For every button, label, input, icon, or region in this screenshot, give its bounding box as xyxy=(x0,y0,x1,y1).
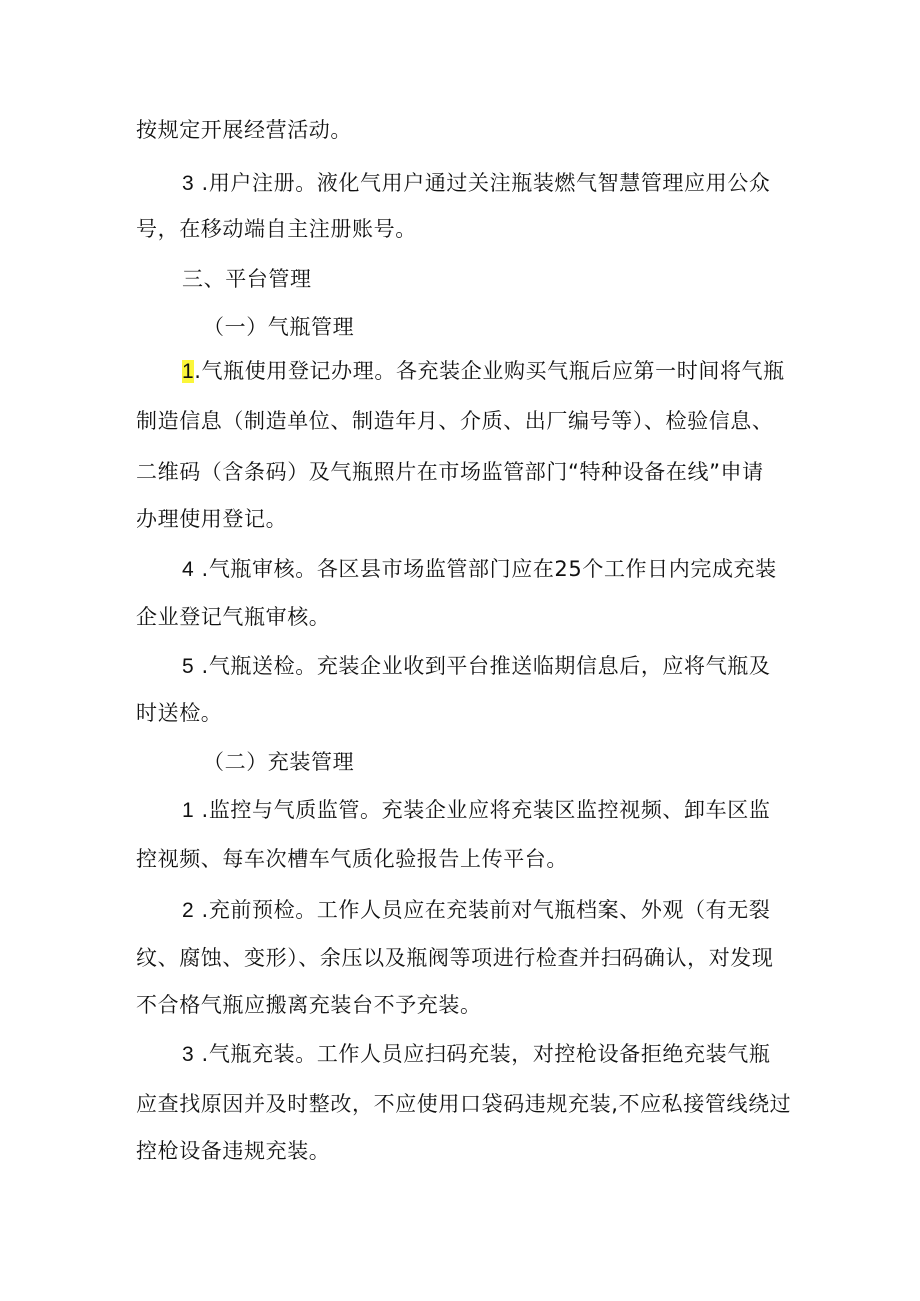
paragraph-line: 企业登记气瓶审核。 xyxy=(136,605,331,629)
paragraph-line: 控视频、每车次槽车气质化验报告上传平台。 xyxy=(136,847,568,871)
paragraph-line: 二维码（含条码）及气瓶照片在市场监管部门“特种设备在线”申请 xyxy=(136,460,764,484)
paragraph-line: 号，在移动端自主注册账号。 xyxy=(136,217,417,241)
subsection-heading: （一）气瓶管理 xyxy=(203,315,355,339)
paragraph-line: 纹、腐蚀、变形）、余压以及瓶阀等项进行检查并扫码确认，对发现 xyxy=(136,946,774,970)
paragraph-line: 5 .气瓶送检。充装企业收到平台推送临期信息后，应将气瓶及 xyxy=(182,654,771,678)
list-number: 1 xyxy=(182,799,195,822)
list-number: 2 xyxy=(182,899,195,922)
list-number: 3 xyxy=(182,172,195,195)
paragraph-line: 2 .充前预检。工作人员应在充装前对气瓶档案、外观（有无裂 xyxy=(182,898,771,922)
paragraph-line: 不合格气瓶应搬离充装台不予充装。 xyxy=(136,993,482,1017)
paragraph-line: 时送检。 xyxy=(136,701,223,725)
subsection-heading: （二）充装管理 xyxy=(203,750,355,774)
highlighted-number: 1 xyxy=(182,360,195,383)
list-number: 4 xyxy=(182,558,195,581)
paragraph-line: 办理使用登记。 xyxy=(136,507,288,531)
paragraph-line: 1.气瓶使用登记办理。各充装企业购买气瓶后应第一时间将气瓶 xyxy=(182,359,785,383)
paragraph-line: 3 .用户注册。液化气用户通过关注瓶装燃气智慧管理应用公众 xyxy=(182,171,771,195)
paragraph-line: 制造信息（制造单位、制造年月、介质、出厂编号等）、检验信息、 xyxy=(136,409,774,433)
paragraph-line: 3 .气瓶充装。工作人员应扫码充装，对控枪设备拒绝充装气瓶 xyxy=(182,1042,771,1066)
list-number: 5 xyxy=(182,655,195,678)
paragraph-line: 1 .监控与气质监管。充装企业应将充装区监控视频、卸车区监 xyxy=(182,798,771,822)
paragraph-line: 4 .气瓶审核。各区县市场监管部门应在25个工作日内完成充装 xyxy=(182,557,777,581)
paragraph-line: 应查找原因并及时整改，不应使用口袋码违规充装,不应私接管线绕过 xyxy=(136,1092,792,1116)
section-heading: 三、平台管理 xyxy=(182,267,312,291)
paragraph-line: 按规定开展经营活动。 xyxy=(136,118,352,142)
list-number: 3 xyxy=(182,1043,195,1066)
paragraph-line: 控枪设备违规充装。 xyxy=(136,1139,331,1163)
